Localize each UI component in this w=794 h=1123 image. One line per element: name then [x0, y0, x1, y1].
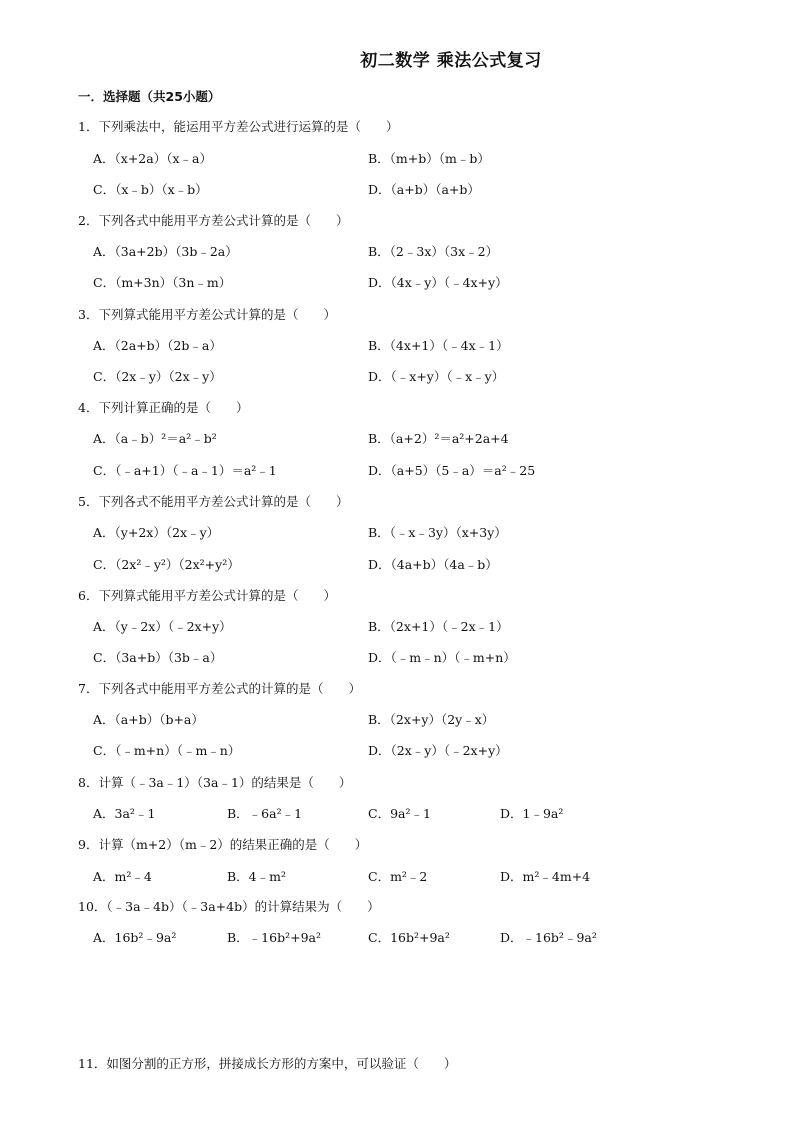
question-8-option-c: C．9a²﹣1: [368, 806, 431, 821]
question-10-option-d: D．﹣16b²﹣9a²: [500, 930, 597, 945]
question-3-stem: 3．下列算式能用平方差公式计算的是（ ）: [78, 307, 336, 322]
question-6-option-b: B．（2x+1）（﹣2x﹣1）: [368, 619, 509, 634]
question-1-stem: 1．下列乘法中，能运用平方差公式进行运算的是（ ）: [78, 119, 399, 134]
question-6-option-c: C．（3a+b）（3b﹣a）: [93, 650, 223, 665]
question-5-option-d: D．（4a+b）（4a﹣b）: [368, 557, 498, 572]
question-1-option-c: C．（x﹣b）（x﹣b）: [93, 182, 208, 197]
question-6-stem: 6．下列算式能用平方差公式计算的是（ ）: [78, 588, 336, 603]
question-9-option-a: A．m²﹣4: [93, 869, 152, 884]
question-5-option-c: C．（2x²﹣y²）（2x²+y²）: [93, 557, 240, 572]
question-7-option-d: D．（2x﹣y）（﹣2x+y）: [368, 743, 508, 758]
question-5-stem: 5．下列各式不能用平方差公式计算的是（ ）: [78, 494, 349, 509]
question-1-option-b: B．（m+b）（m﹣b）: [368, 151, 490, 166]
question-3-option-b: B．（4x+1）（﹣4x﹣1）: [368, 338, 509, 353]
question-8-option-d: D．1﹣9a²: [500, 806, 564, 821]
question-9-stem: 9．计算（m+2）（m﹣2）的结果正确的是（ ）: [78, 837, 368, 852]
page-title: 初二数学 乘法公式复习: [360, 51, 542, 71]
question-4-option-b: B．（a+2）²＝a²+2a+4: [368, 431, 509, 446]
question-6-option-a: A．（y﹣2x）（﹣2x+y）: [93, 619, 232, 634]
question-10-option-b: B．﹣16b²+9a²: [227, 930, 321, 945]
section-heading: 一．选择题（共25小题）: [78, 89, 221, 104]
question-8-option-b: B．﹣6a²﹣1: [227, 806, 303, 821]
question-4-option-d: D．（a+5）（5﹣a）＝a²﹣25: [368, 463, 536, 478]
question-5-option-a: A．（y+2x）（2x﹣y）: [93, 525, 220, 540]
question-7-option-b: B．（2x+y）（2y﹣x）: [368, 712, 495, 727]
question-10-stem: 10．（﹣3a﹣4b）（﹣3a+4b）的计算结果为（ ）: [78, 899, 380, 914]
question-9-option-b: B．4﹣m²: [227, 869, 287, 884]
question-4-option-c: C．（﹣a+1）（﹣a﹣1）＝a²﹣1: [93, 463, 277, 478]
question-2-stem: 2．下列各式中能用平方差公式计算的是（ ）: [78, 213, 349, 228]
question-9-option-c: C．m²﹣2: [368, 869, 428, 884]
question-8-stem: 8．计算（﹣3a﹣1）（3a﹣1）的结果是（ ）: [78, 775, 352, 790]
question-10-option-c: C．16b²+9a²: [368, 930, 450, 945]
question-2-option-d: D．（4x﹣y）（﹣4x+y）: [368, 275, 508, 290]
question-9-option-d: D．m²﹣4m+4: [500, 869, 591, 884]
question-1-option-d: D．（a+b）（a+b）: [368, 182, 480, 197]
question-2-option-b: B．（2﹣3x）（3x﹣2）: [368, 244, 499, 259]
question-6-option-d: D．（﹣m﹣n）（﹣m+n）: [368, 650, 516, 665]
question-11-stem: 11．如图分割的正方形，拼接成长方形的方案中，可以验证（ ）: [78, 1056, 457, 1071]
question-7-option-a: A．（a+b）（b+a）: [93, 712, 204, 727]
question-3-option-c: C．（2x﹣y）（2x﹣y）: [93, 369, 222, 384]
question-4-option-a: A．（a﹣b）²＝a²﹣b²: [93, 431, 217, 446]
question-1-option-a: A．（x+2a）（x﹣a）: [93, 151, 212, 166]
question-4-stem: 4．下列计算正确的是（ ）: [78, 400, 249, 415]
question-3-option-d: D．（﹣x+y）（﹣x﹣y）: [368, 369, 505, 384]
question-7-option-c: C．（﹣m+n）（﹣m﹣n）: [93, 743, 241, 758]
question-5-option-b: B．（﹣x﹣3y）（x+3y）: [368, 525, 507, 540]
question-7-stem: 7．下列各式中能用平方差公式的计算的是（ ）: [78, 681, 361, 696]
question-2-option-a: A．（3a+2b）（3b﹣2a）: [93, 244, 238, 259]
question-8-option-a: A．3a²﹣1: [93, 806, 156, 821]
question-2-option-c: C．（m+3n）（3n﹣m）: [93, 275, 232, 290]
question-10-option-a: A．16b²﹣9a²: [93, 930, 177, 945]
question-3-option-a: A．（2a+b）（2b﹣a）: [93, 338, 222, 353]
